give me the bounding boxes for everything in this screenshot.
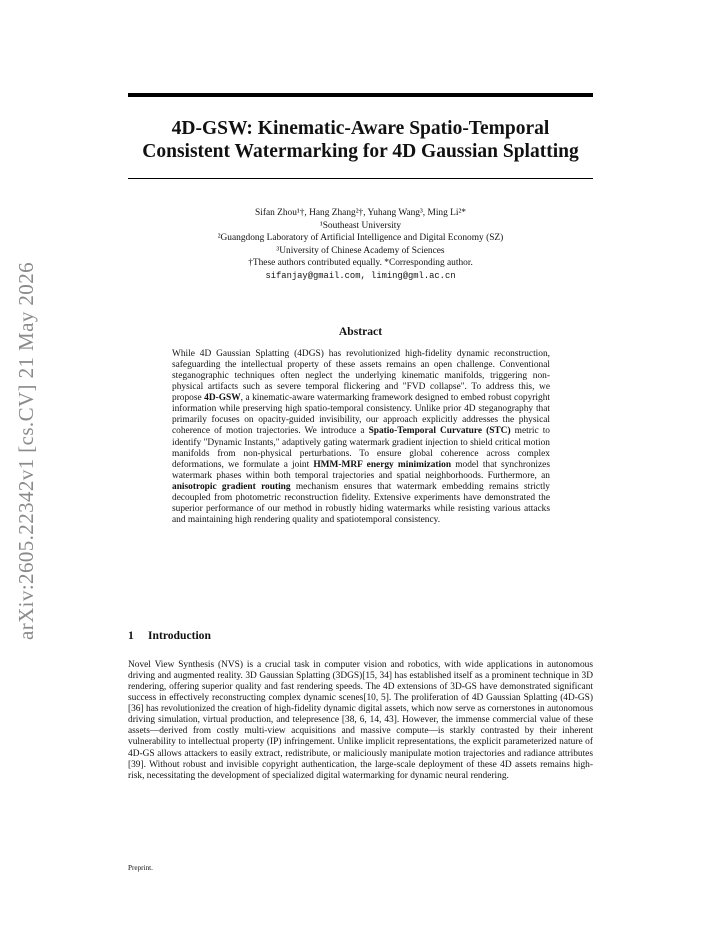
abstract-text: metric to identify "Dynamic Instants," adaptively gating watermark gradient injection to shield critical motion manifolds from non-physical perturbations. To ensure global coherence across complex deformations, we formulate a joint	[172, 426, 550, 470]
abstract-bold-term: Spatio-Temporal Curvature (STC)	[368, 426, 511, 437]
abstract-text: While 4D Gaussian Splatting (4DGS) has revolutionized high-fidelity dynamic reconstruction, safeguarding the intellectual property of these assets remains an open challenge. Conventional steganographic techniques often neglect the underlying kinematic manifolds, triggering non-physical artifacts such as severe temporal flickering and "FVD collapse". To address this, we propose	[172, 349, 550, 404]
affiliation-2: ²Guangdong Laboratory of Artificial Intelligence and Digital Economy (SZ)	[217, 233, 504, 243]
author-emails: sifanjay@gmail.com, liming@gml.ac.cn	[265, 270, 456, 281]
abstract-body	[172, 349, 550, 526]
affiliation-1: ¹Southeast University	[319, 220, 402, 231]
abstract-bold-term: 4D-GSW	[204, 393, 241, 404]
abstract-bold-term: HMM-MRF energy minimization	[313, 459, 452, 470]
introduction-paragraph: Novel View Synthesis (NVS) is a crucial task in computer vision and robotics, with wide applications in autonomous driving and augmented reality. 3D Gaussian Splatting (3DGS)[15, 34] has established itself as a prominent technique in 3D rendering, offering superior quality and fast rendering speeds. The 4D extensions of 3D-GS have demonstrated significant success in effectively reconstructing complex dynamic scenes[10, 5]. The proliferation of 4D Gaussian Splatting (4D-GS) [36] has revolutionized the creation of high-fidelity dynamic digital assets, which now serve as cornerstones in autonomous driving simulation, virtual production, and telepresence [38, 6, 14, 43]. However, the immense commercial value of these assets—derived from costly multi-view acquisitions and massive compute—is starkly contrasted by their inherent vulnerability to intellectual property (IP) infringement. Unlike implicit representations, the explicit parameterized nature of 4D-GS allows attackers to easily extract, redistribute, or maliciously manipulate motion trajectories and radiance attributes [39]. Without robust and invisible copyright authentication, the large-scale deployment of these 4D assets remains high-risk, necessitating the development of specialized digital watermarking for dynamic neural rendering.	[128, 660, 593, 781]
abstract-text: model that synchronizes watermark phases within both temporal trajectories and spatial neighborhoods. Furthermore, an	[172, 459, 550, 481]
author-note: †These authors contributed equally. *Corresponding author.	[248, 258, 473, 268]
arxiv-identifier: arXiv:2605.22342v1 [cs.CV] 21 May 2026	[14, 262, 38, 640]
abstract-text: , a kinematic-aware watermarking framework designed to embed robust copyright information while preserving high spatio-temporal consistency. Unlike prior 4D steganography that primarily focuses on opacity-guided invisibility, our approach explicitly addresses the physical coherence of motion trajectories. We introduce a	[172, 393, 550, 437]
abstract-bold-term: anisotropic gradient routing	[172, 481, 291, 492]
title-top-rule	[128, 93, 593, 97]
section-heading-introduction	[128, 629, 593, 642]
title-bottom-rule	[128, 178, 593, 179]
affiliation-3: ³University of Chinese Academy of Sciences	[276, 245, 445, 256]
section-number: 1	[128, 629, 134, 642]
author-block	[128, 207, 593, 282]
author-names: Sifan Zhou¹†, Hang Zhang²†, Yuhang Wang³, Ming Li²*	[255, 208, 466, 218]
paper-title: 4D-GSW: Kinematic-Aware Spatio-Temporal Consistent Watermarking for 4D Gaussian Splatting	[142, 118, 579, 162]
section-title: Introduction	[148, 629, 211, 642]
abstract-text: mechanism ensures that watermark embedding remains strictly decoupled from photometric reconstruction fidelity. Extensive experiments have demonstrated the superior performance of our method in robustly hiding watermarks while resisting various attacks and maintaining high rendering quality and spatiotemporal consistency.	[172, 481, 550, 525]
preprint-footer: Preprint.	[128, 864, 153, 872]
abstract-heading: Abstract	[338, 325, 383, 338]
